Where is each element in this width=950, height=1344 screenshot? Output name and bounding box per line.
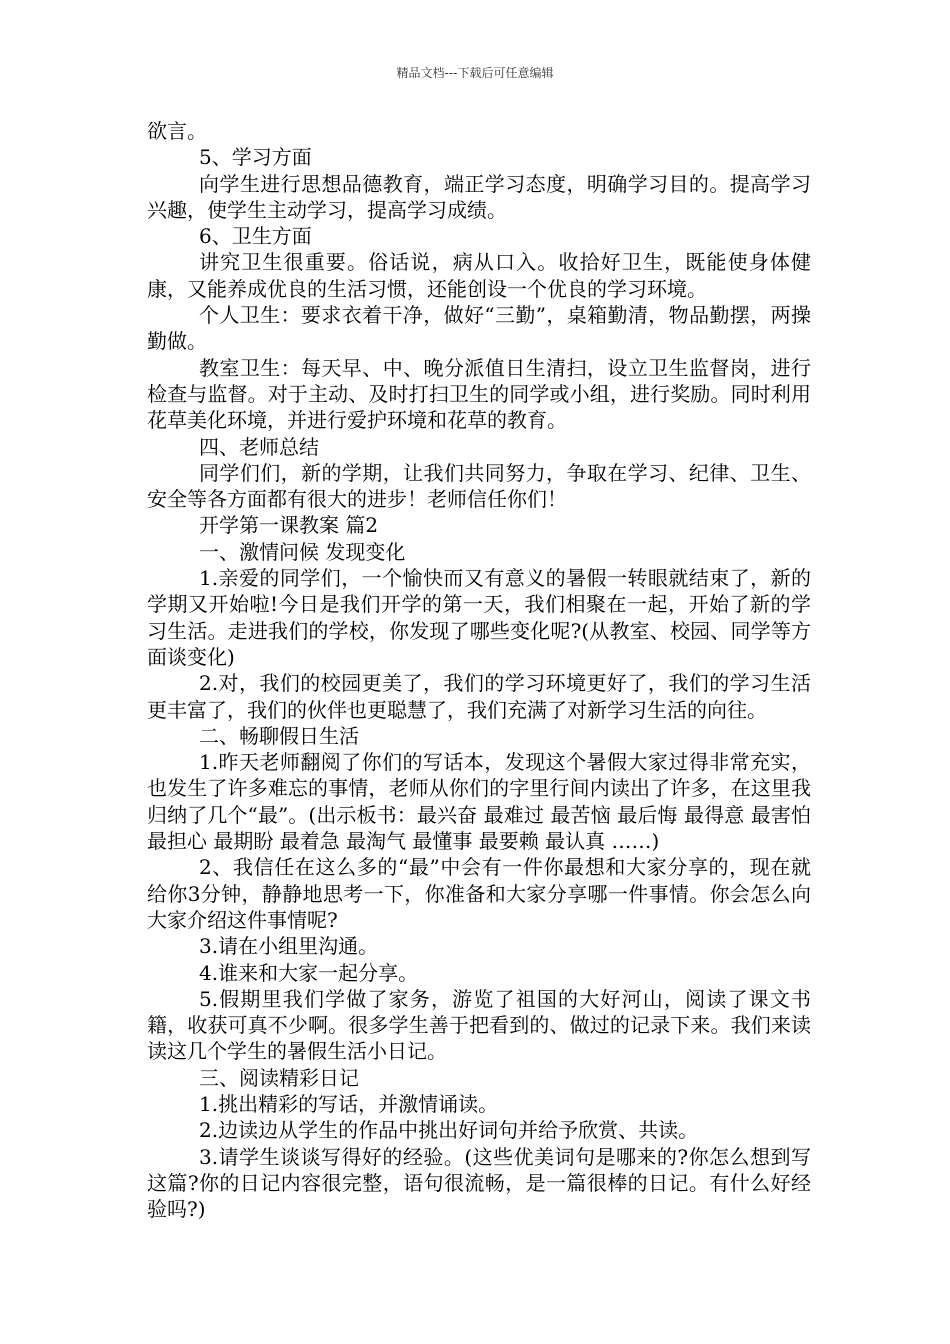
paragraph: 3.请学生谈谈写得好的经验。(这些优美词句是哪来的?你怎么想到写这篇?你的日记内容很完整，语句很流畅，是一篇很棒的日记。有什么好经验吗?) (147, 1144, 811, 1222)
document-body (147, 118, 811, 1222)
paragraph: 5.假期里我们学做了家务，游览了祖国的大好河山，阅读了课文书籍，收获可真不少啊。很多学生善于把看到的、做过的记录下来。我们来读读这几个学生的暑假生活小日记。 (147, 986, 811, 1064)
paragraph: 欲言。 (147, 119, 207, 143)
paragraph: 一、激情问候 发现变化 (199, 539, 406, 564)
paragraph: 同学们们，新的学期，让我们共同努力，争取在学习、纪律、卫生、安全等各方面都有很大的进步！老师信任你们！ (147, 460, 811, 512)
paragraph: 2、我信任在这么多的“最”中会有一件你最想和大家分享的，现在就给你3分钟，静静地思考一下，你准备和大家分享哪一件事情。你会怎么向大家介绍这件事情呢? (147, 855, 811, 932)
paragraph: 4.谁来和大家一起分享。 (199, 960, 419, 985)
paragraph: 6、卫生方面 (199, 224, 312, 249)
paragraph: 1.挑出精彩的写话，并激情诵读。 (199, 1091, 499, 1116)
paragraph: 3.请在小组里沟通。 (199, 934, 379, 959)
paragraph: 二、畅聊假日生活 (199, 723, 359, 748)
paragraph: 三、阅读精彩日记 (199, 1065, 359, 1090)
paragraph: 开学第一课教案 篇2 (199, 513, 379, 538)
paragraph: 教室卫生：每天早、中、晚分派值日生清扫，设立卫生监督岗，进行检查与监督。对于主动、及时打扫卫生的同学或小组，进行奖励。同时利用花草美化环境，并进行爱护环境和花草的教育。 (147, 355, 811, 433)
paragraph: 讲究卫生很重要。俗话说，病从口入。收拾好卫生，既能使身体健康，又能养成优良的生活习惯，还能创设一个优良的学习环境。 (147, 250, 811, 301)
paragraph: 向学生进行思想品德教育，端正学习态度，明确学习目的。提高学习兴趣，使学生主动学习，提高学习成绩。 (147, 171, 811, 222)
paragraph: 2.对，我们的校园更美了，我们的学习环境更好了，我们的学习生活更丰富了，我们的伙伴也更聪慧了，我们充满了对新学习生活的向往。 (147, 671, 811, 722)
paragraph: 5、学习方面 (199, 145, 312, 170)
paragraph: 1.亲爱的同学们，一个愉快而又有意义的暑假一转眼就结束了，新的学期又开始啦!今日是我们开学的第一天，我们相聚在一起，开始了新的学习生活。走进我们的学校，你发现了哪些变化呢?(从教室、校园、同学等方面谈变化) (147, 566, 811, 669)
paragraph: 1.昨天老师翻阅了你们的写话本，发现这个暑假大家过得非常充实，也发生了许多难忘的事情，老师从你们的字里行间内读出了许多，在这里我归纳了几个“最”。(出示板书：最兴奋 最难过 最苦恼 最后悔 最得意 最害怕 最担心 最期盼 最着急 最淘气 最懂事 最要赖 最认真 ……) (147, 750, 811, 854)
page-header: 精品文档---下载后可任意编辑 (396, 66, 554, 80)
paragraph: 个人卫生：要求衣着干净，做好“三勤”，桌箱勤清，物品勤摆，两操勤做。 (147, 303, 811, 354)
paragraph: 2.边读边从学生的作品中挑出好词句并给予欣赏、共读。 (199, 1118, 699, 1143)
paragraph: 四、老师总结 (199, 434, 319, 459)
